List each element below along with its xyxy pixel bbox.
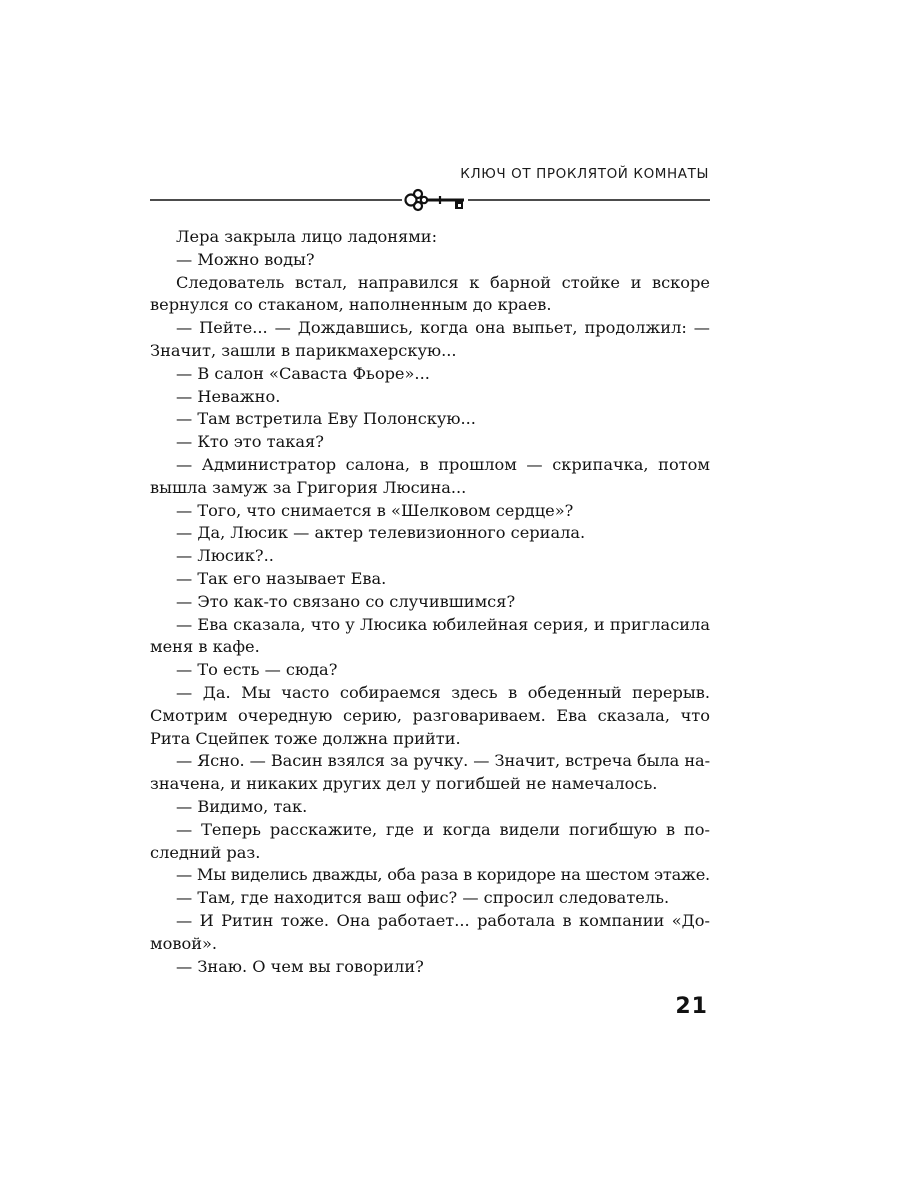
text-line: вернулся со стаканом, наполненным до краев. (150, 295, 552, 315)
paragraph (150, 317, 710, 363)
paragraph (150, 614, 710, 660)
text-line: — Теперь расскажите, где и когда видели погибшую в по- (176, 819, 710, 839)
text-line: — Мы виделись дважды, оба раза в коридоре на шестом этаже. (176, 865, 710, 885)
paragraph (150, 796, 710, 819)
text-line: — Видимо, так. (176, 796, 308, 816)
text-line: Лера закрыла лицо ладонями: (176, 227, 438, 246)
paragraph (150, 386, 710, 409)
paragraph (150, 659, 710, 682)
running-head: КЛЮЧ ОТ ПРОКЛЯТОЙ КОМНАТЫ (460, 166, 709, 182)
paragraph (150, 249, 710, 272)
paragraph (150, 545, 710, 568)
paragraph (150, 431, 710, 454)
paragraph (150, 568, 710, 591)
text-line: Смотрим очередную серию, разговариваем. Ева сказала, что (150, 705, 710, 725)
paragraph (150, 956, 710, 979)
text-line: мовой». (150, 933, 218, 953)
text-line: — Пейте... — Дождавшись, когда она выпьет, продолжил: — (176, 318, 710, 338)
text-line: — Знаю. О чем вы говорили? (176, 956, 424, 976)
text-line: значена, и никаких других дел у погибшей не намечалось. (150, 774, 658, 794)
paragraph (150, 750, 710, 796)
paragraph (150, 522, 710, 545)
text-line: — Там встретила Еву Полонскую... (176, 409, 476, 429)
text-line: — Того, что снимается в «Шелковом сердце»? (176, 500, 574, 520)
paragraph (150, 454, 710, 500)
text-line: — Люсик?.. (176, 546, 274, 566)
text-line: — Неважно. (176, 386, 281, 406)
text-line: — Кто это такая? (176, 432, 324, 452)
text-line: — Да. Мы часто собираемся здесь в обеденный перерыв. (176, 682, 710, 702)
text-line: следний раз. (150, 842, 261, 862)
paragraph (150, 226, 710, 249)
paragraph (150, 363, 710, 386)
text-line: — Так его называет Ева. (176, 568, 387, 588)
text-line: Следователь встал, направился к барной стойке и вскоре (176, 272, 710, 292)
paragraph (150, 887, 710, 910)
paragraph (150, 591, 710, 614)
text-line: вышла замуж за Григория Люсина... (150, 477, 467, 497)
text-line: — Да, Люсик — актер телевизионного сериала. (176, 523, 586, 543)
text-line: — Это как-то связано со случившимся? (176, 591, 516, 611)
text-line: — Администратор салона, в прошлом — скрипачка, потом (176, 454, 710, 474)
text-line: — Ясно. — Васин взялся за ручку. — Значит, встреча была на- (176, 751, 710, 771)
page-number: 21 (675, 994, 708, 1019)
paragraph (150, 500, 710, 523)
skeleton-key-icon (406, 190, 465, 210)
paragraph (150, 272, 710, 318)
paragraph (150, 408, 710, 431)
body-text (150, 226, 710, 978)
text-line: — То есть — сюда? (176, 660, 338, 680)
paragraph (150, 864, 710, 887)
paragraph (150, 682, 710, 750)
header-rule-with-key (150, 186, 710, 216)
text-line: Значит, зашли в парикмахерскую... (150, 340, 457, 360)
text-line: — И Ритин тоже. Она работает... работала в компании «До- (176, 910, 710, 930)
text-line: — В салон «Саваста Фьоре»... (176, 363, 430, 383)
text-line: — Можно воды? (176, 249, 315, 269)
paragraph (150, 910, 710, 956)
text-line: — Там, где находится ваш офис? — спросил следователь. (176, 888, 670, 908)
text-line: — Ева сказала, что у Люсика юбилейная серия, и пригласила (176, 614, 710, 634)
text-line: Рита Сцейпек тоже должна прийти. (150, 728, 461, 748)
text-line: меня в кафе. (150, 637, 260, 657)
paragraph (150, 819, 710, 865)
